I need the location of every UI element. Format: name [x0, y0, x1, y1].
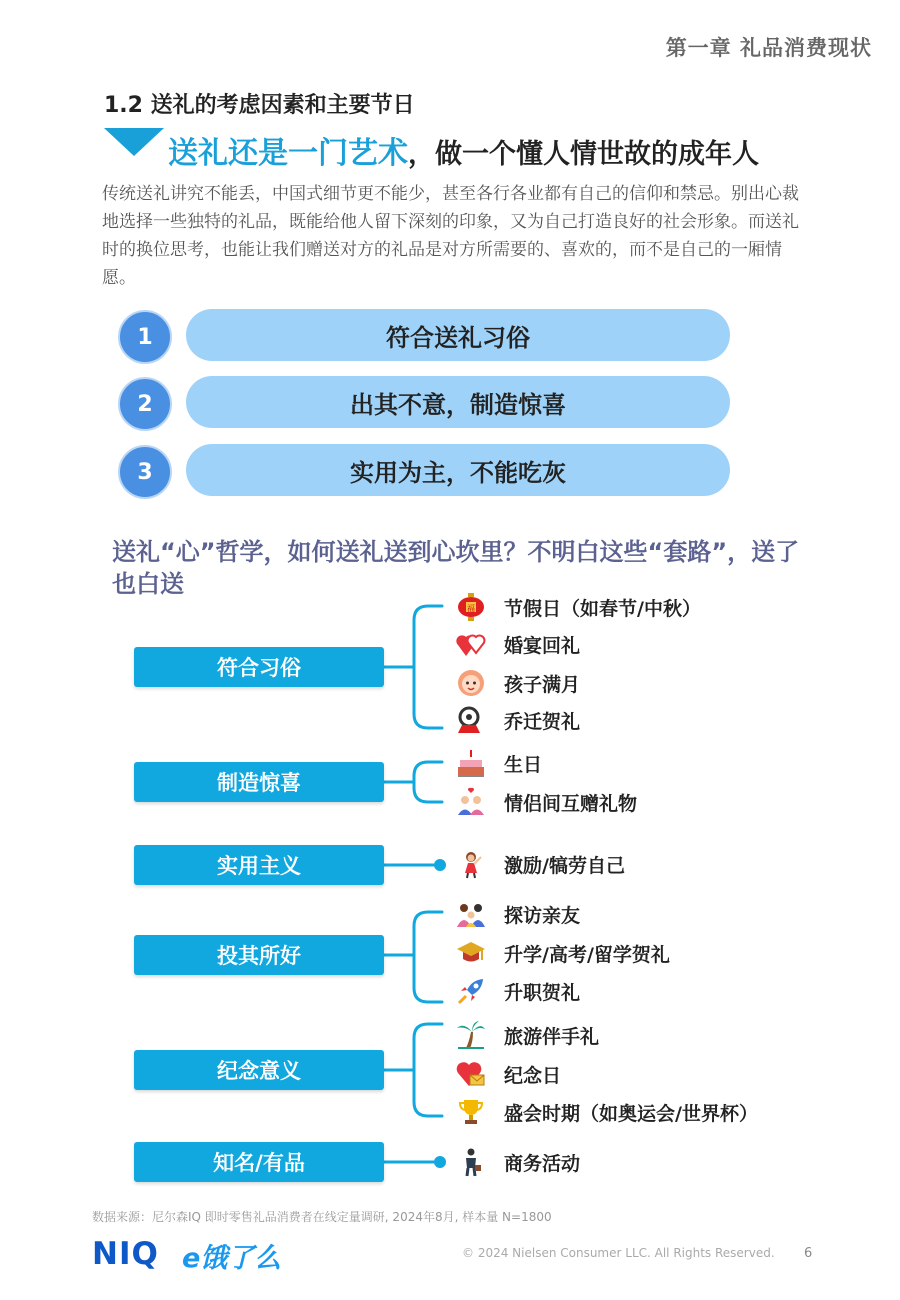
- category-practical: 实用主义: [134, 845, 384, 885]
- bracket-preference: [384, 912, 442, 1002]
- key-icon: [456, 705, 486, 735]
- connector-dot-famous: [434, 1156, 446, 1168]
- category-preference: 投其所好: [134, 935, 384, 975]
- occasion-label: 乔迁贺礼: [504, 711, 581, 733]
- headline-rest: ，做一个懂人情世故的成年人: [408, 139, 759, 170]
- bracket-memorial: [384, 1024, 442, 1116]
- page-number: 6: [804, 1246, 813, 1261]
- principle-number-3: 3: [118, 445, 172, 499]
- occasion-label: 探访亲友: [504, 905, 581, 927]
- occasion-label: 激励/犒劳自己: [504, 855, 625, 877]
- section-title: 1.2 送礼的考虑因素和主要节日: [104, 93, 415, 118]
- occasion-label: 盛会时期（如奥运会/世界杯）: [504, 1103, 758, 1125]
- baby-icon: [456, 668, 486, 698]
- bracket-surprise: [384, 762, 442, 802]
- occasion-label: 节假日（如春节/中秋）: [504, 598, 701, 620]
- principle-pill-3: 实用为主，不能吃灰: [186, 444, 730, 496]
- headline-accent: 送礼还是一门艺术: [168, 136, 408, 171]
- family-icon: [456, 899, 486, 929]
- svg-text:福: 福: [467, 604, 475, 613]
- occasion-label: 旅游伴手礼: [504, 1026, 600, 1048]
- heart-letter-icon: [456, 1059, 486, 1089]
- bracket-customs: [384, 606, 442, 728]
- principle-pill-2: 出其不意，制造惊喜: [186, 376, 730, 428]
- occasion-label: 情侣间互赠礼物: [504, 793, 638, 815]
- occasion-label: 升职贺礼: [504, 982, 581, 1004]
- lantern-icon: [456, 592, 486, 622]
- gradcap-icon: [456, 938, 486, 968]
- businessman-icon: [456, 1147, 486, 1177]
- niq-logo: NIQ: [92, 1236, 159, 1272]
- philosophy-heading: 送礼“心”哲学，如何送礼送到心坎里？不明白这些“套路”，送了也白送: [112, 538, 800, 598]
- eleme-logo: e饿了么: [182, 1243, 282, 1274]
- intro-paragraph: 传统送礼讲究不能丢，中国式细节更不能少，甚至各行各业都有自己的信仰和禁忌。别出心裁地选择一些独特的礼品，既能给他人留下深刻的印象，又为自己打造良好的社会形象。而送礼时的换位思考，也能让我们赠送对方的礼品是对方所需要的、喜欢的，而不是自己的一厢情愿。: [102, 184, 799, 288]
- couple-icon: [456, 787, 486, 817]
- principle-number-2: 2: [118, 377, 172, 431]
- principle-pill-1: 符合送礼习俗: [186, 309, 730, 361]
- occasion-label: 商务活动: [504, 1153, 581, 1175]
- category-customs: 符合习俗: [134, 647, 384, 687]
- occasion-label: 生日: [504, 754, 543, 776]
- copyright: © 2024 Nielsen Consumer LLC. All Rights Reserved.: [462, 1246, 775, 1260]
- occasion-label: 升学/高考/留学贺礼: [504, 944, 670, 966]
- cake-icon: [456, 748, 486, 778]
- occasion-label: 婚宴回礼: [504, 635, 581, 657]
- palm-icon: [456, 1020, 486, 1050]
- occasion-label: 纪念日: [504, 1065, 562, 1087]
- girl-icon: [456, 849, 486, 879]
- category-famous: 知名/有品: [134, 1142, 384, 1182]
- category-memorial: 纪念意义: [134, 1050, 384, 1090]
- occasion-label: 孩子满月: [504, 674, 581, 696]
- trophy-icon: [456, 1097, 486, 1127]
- principle-number-1: 1: [118, 310, 172, 364]
- chapter-title: 第一章 礼品消费现状: [665, 36, 872, 60]
- data-source-note: 数据来源：尼尔森IQ 即时零售礼品消费者在线定量调研, 2024年8月, 样本量 N=1800: [92, 1210, 552, 1224]
- category-surprise: 制造惊喜: [134, 762, 384, 802]
- hearts-icon: [456, 629, 486, 659]
- connector-dot-practical: [434, 859, 446, 871]
- rocket-icon: [456, 976, 486, 1006]
